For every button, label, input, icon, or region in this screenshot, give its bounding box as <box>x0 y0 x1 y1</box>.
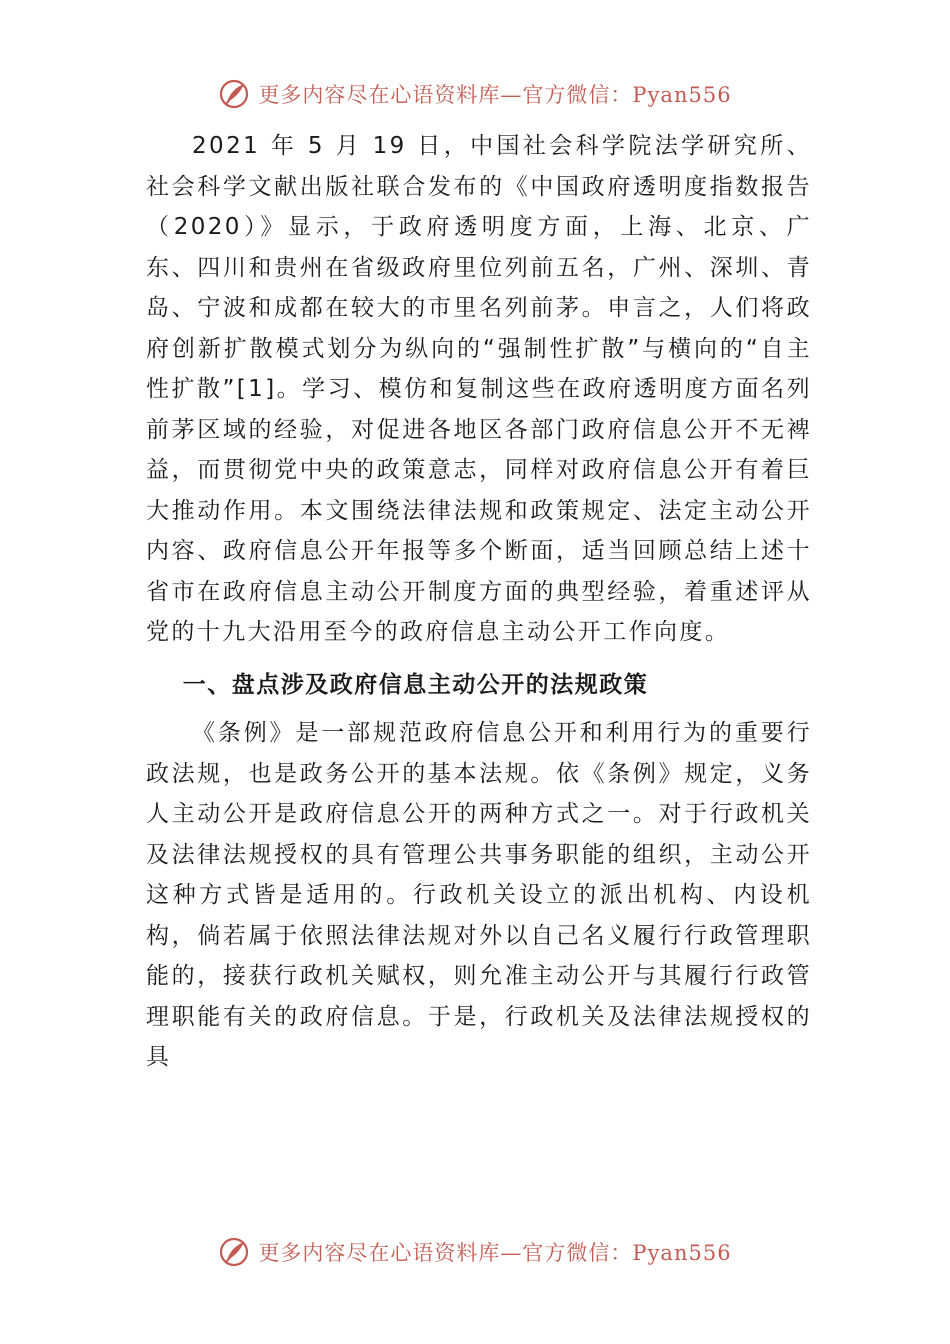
paragraph-regulations: 《条例》是一部规范政府信息公开和利用行为的重要行政法规，也是政务公开的基本法规。依《条例》规定，义务人主动公开是政府信息公开的两种方式之一。对于行政机关及法律法规授权的具有管理公共事务职能的组织，主动公开这种方式皆是适用的。行政机关设立的派出机构、内设机构，倘若属于依照法律法规对外以自己名义履行行政管理职能的，接获行政机关赋权，则允准主动公开与其履行行政管理职能有关的政府信息。于是，行政机关及法律法规授权的具 <box>146 720 812 1070</box>
document-body <box>146 126 812 1078</box>
footer-banner <box>0 1232 950 1272</box>
section-heading: 一、盘点涉及政府信息主动公开的法规政策 <box>182 671 649 698</box>
footer-banner-text: 更多内容尽在心语资料库—官方微信：Pyan556 <box>258 1241 732 1265</box>
header-banner-text: 更多内容尽在心语资料库—官方微信：Pyan556 <box>258 83 732 107</box>
quill-pen-icon <box>218 1236 250 1268</box>
paragraph-intro: 2021 年 5 月 19 日，中国社会科学院法学研究所、社会科学文献出版社联合发布的《中国政府透明度指数报告（2020）》显示，于政府透明度方面，上海、北京、广东、四川和贵州在省级政府里位列前五名，广州、深圳、青岛、宁波和成都在较大的市里名列前茅。申言之，人们将政府创新扩散模式划分为纵向的“强制性扩散”与横向的“自主性扩散”[1]。学习、模仿和复制这些在政府透明度方面名列前茅区域的经验，对促进各地区各部门政府信息公开不无裨益，而贯彻党中央的政策意志，同样对政府信息公开有着巨大推动作用。本文围绕法律法规和政策规定、法定主动公开内容、政府信息公开年报等多个断面，适当回顾总结上述十省市在政府信息主动公开制度方面的典型经验，着重述评从党的十九大沿用至今的政府信息主动公开工作向度。 <box>146 133 812 645</box>
header-banner <box>0 74 950 114</box>
quill-pen-icon <box>218 78 250 110</box>
